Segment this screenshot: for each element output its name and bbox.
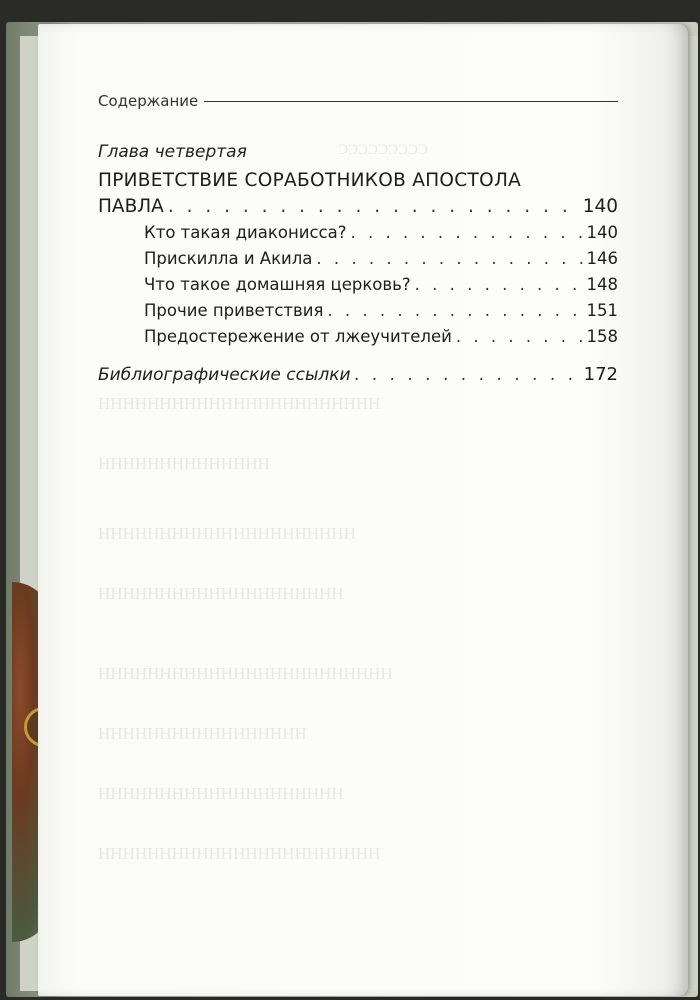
toc-leader-dots — [350, 220, 582, 246]
toc-leader-dots — [316, 246, 582, 272]
toc-page-number: 148 — [586, 275, 618, 294]
running-header — [98, 92, 618, 122]
toc-page-number: 146 — [586, 249, 618, 268]
bleed-through-line: НННННННННННННННННННН — [98, 584, 344, 603]
toc-entry-label: Предостережение от лжеучителей — [144, 327, 452, 346]
bleed-through-line: ССССССССС — [338, 142, 429, 158]
toc-entry-label: Прискилла и Акила — [144, 249, 313, 268]
toc-entry — [98, 246, 618, 272]
bleed-through-line: ННННННННННННННННННННННН — [98, 394, 381, 413]
toc-page-number: 140 — [582, 196, 618, 217]
bleed-through-line: ННННННННННННННННН — [98, 724, 307, 743]
toc-entry-chapter — [98, 194, 618, 220]
chapter-title: ПРИВЕТСТВИЕ СОРАБОТНИКОВ АПОСТОЛА — [98, 170, 522, 191]
bleed-through-line: НННННННННННННННННННННННН — [98, 664, 393, 683]
toc-entry — [98, 324, 618, 350]
bleed-through-line: ННННННННННННННННННННННН — [98, 844, 381, 863]
chapter-label: Глава четвертая — [98, 142, 247, 162]
header-rule — [204, 101, 618, 102]
toc-leader-dots — [327, 298, 582, 324]
toc-leader-dots — [168, 194, 579, 220]
toc-leader-dots — [415, 272, 583, 298]
bleed-through-line: ННННННННННННННННННННН — [98, 524, 356, 543]
toc-entry-bibliography — [98, 362, 618, 388]
toc-entry — [98, 298, 618, 324]
table-of-contents — [98, 92, 618, 388]
toc-page-number: 140 — [586, 223, 618, 242]
toc-entry-label: Что такое домашняя церковь? — [144, 275, 411, 294]
toc-entry-label: Кто такая диаконисса? — [144, 223, 347, 242]
toc-entry-label: ПАВЛА — [98, 196, 164, 217]
running-header-title: Содержание — [98, 92, 199, 110]
toc-entry-label: Прочие приветствия — [144, 301, 324, 320]
toc-entry-label: Библиографические ссылки — [98, 365, 351, 385]
bleed-through-line: НННННННННННННН — [98, 454, 270, 473]
toc-page-number: 158 — [586, 327, 618, 346]
toc-entry — [98, 272, 618, 298]
toc-page-number: 151 — [586, 301, 618, 320]
bleed-through-line: НННННННННННННННННННН — [98, 784, 344, 803]
toc-leader-dots — [456, 324, 583, 350]
toc-entry — [98, 220, 618, 246]
toc-page-number: 172 — [583, 364, 618, 385]
toc-leader-dots — [355, 362, 580, 388]
